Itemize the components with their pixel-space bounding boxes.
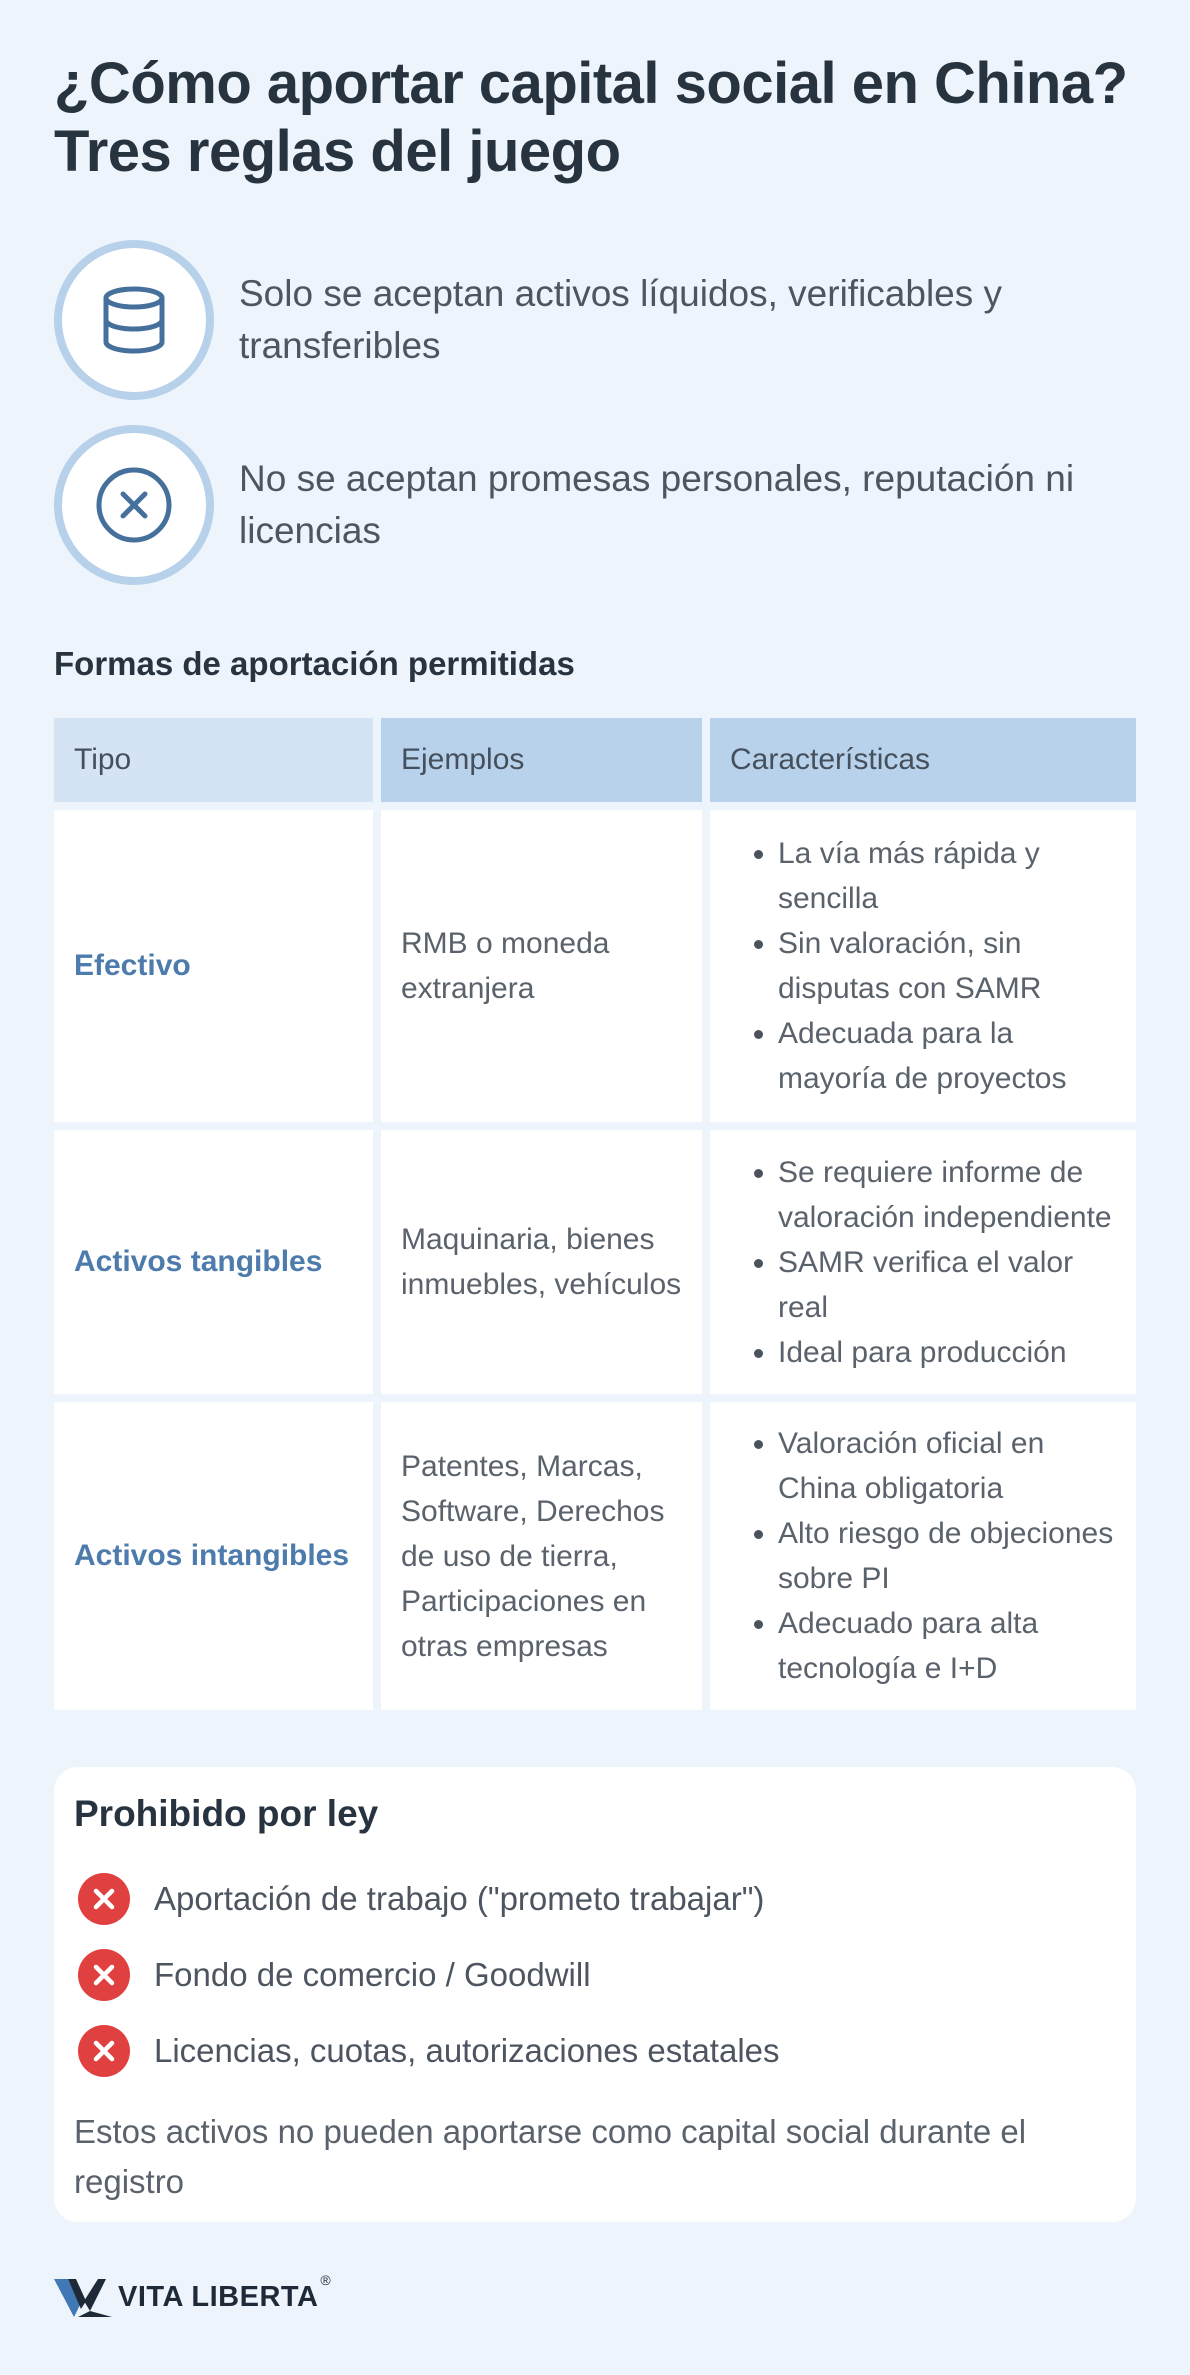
feature-item: • Se requiere informe de valoración independiente	[778, 1150, 1126, 1240]
prohibited-item-label: Fondo de comercio / Goodwill	[154, 1956, 591, 1993]
cell-type	[54, 810, 373, 1122]
cell-features	[710, 1130, 1136, 1394]
title-line-1: ¿Cómo aportar capital social en China?	[54, 51, 1128, 116]
feature-item: • Adecuada para la mayoría de proyectos	[778, 1011, 1126, 1101]
title-line-2: Tres reglas del juego	[54, 119, 621, 184]
rule-text: Solo se aceptan activos líquidos, verificables y transferibles	[239, 273, 1003, 366]
cell-examples	[381, 1402, 702, 1710]
feature-item: • Sin valoración, sin disputas con SAMR	[778, 921, 1126, 1011]
database-icon	[94, 280, 174, 360]
table-row	[54, 1130, 1136, 1394]
prohibited-item-label: Licencias, cuotas, autorizaciones estatales	[154, 2032, 780, 2069]
close-icon	[78, 1873, 130, 1925]
brand-name: VITA LIBERTA	[118, 2280, 319, 2313]
type-label: Efectivo	[74, 949, 191, 982]
rule-icon-circle	[54, 240, 214, 400]
type-label: Activos intangibles	[74, 1539, 350, 1572]
prohibited-item	[78, 2025, 780, 2077]
prohibited-title: Prohibido por ley	[74, 1793, 379, 1834]
table-row	[54, 1402, 1136, 1710]
cell-examples	[381, 1130, 702, 1394]
cross-circle-icon	[94, 465, 174, 545]
rule-text: No se aceptan promesas personales, reputación ni licencias	[239, 458, 1075, 551]
feature-list	[730, 1421, 1126, 1691]
feature-item: • Valoración oficial en China obligatoria	[778, 1421, 1126, 1511]
cell-features	[710, 1402, 1136, 1710]
type-label: Activos tangibles	[74, 1245, 323, 1278]
feature-item: • SAMR verifica el valor real	[778, 1240, 1126, 1330]
brand-logo	[54, 2272, 331, 2322]
header-type: Tipo	[54, 718, 373, 802]
cell-examples	[381, 810, 702, 1122]
cell-type	[54, 1130, 373, 1394]
prohibited-card	[54, 1767, 1136, 2222]
feature-list	[730, 1150, 1126, 1375]
feature-item: • Ideal para producción	[778, 1330, 1126, 1375]
close-icon	[78, 1949, 130, 2001]
logo-mark-icon	[54, 2275, 112, 2319]
prohibited-item	[78, 1873, 764, 1925]
table-title: Formas de aportación permitidas	[54, 645, 575, 682]
table-row	[54, 810, 1136, 1122]
table-header-row	[54, 718, 1136, 802]
cell-type	[54, 1402, 373, 1710]
header-examples: Ejemplos	[381, 718, 702, 802]
registered-mark: ®	[320, 2272, 331, 2288]
prohibited-item	[78, 1949, 591, 2001]
prohibited-note: Estos activos no pueden aportarse como capital social durante el registro	[74, 2113, 1027, 2200]
feature-item: • Alto riesgo de objeciones sobre PI	[778, 1511, 1126, 1601]
examples-text: Maquinaria, bienes inmuebles, vehículos	[401, 1223, 682, 1301]
examples-text: Patentes, Marcas, Software, Derechos de uso de tierra, Participaciones en otras empresas	[401, 1449, 665, 1663]
rule-no-promises	[54, 425, 1136, 585]
feature-item: • La vía más rápida y sencilla	[778, 831, 1126, 921]
feature-list	[730, 831, 1126, 1101]
prohibited-item-label: Aportación de trabajo ("prometo trabajar")	[154, 1880, 765, 1917]
rule-liquid-assets	[54, 240, 1136, 400]
close-icon	[78, 2025, 130, 2077]
rule-icon-circle	[54, 425, 214, 585]
page-title	[54, 50, 1136, 186]
cell-features	[710, 810, 1136, 1122]
feature-item: • Adecuado para alta tecnología e I+D	[778, 1601, 1126, 1691]
examples-text: RMB o moneda extranjera	[401, 927, 610, 1005]
header-features: Características	[710, 718, 1136, 802]
allowed-contributions-table	[54, 718, 1136, 1718]
